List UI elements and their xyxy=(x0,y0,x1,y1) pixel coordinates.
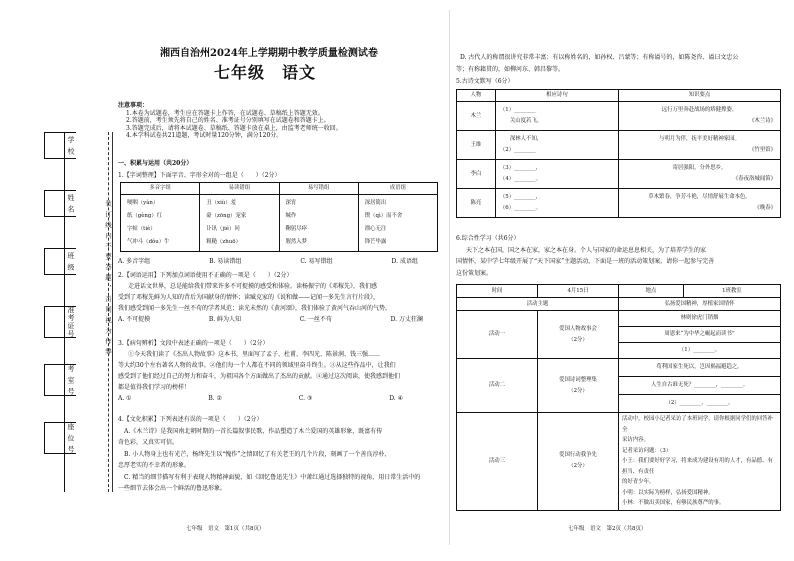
q1-cell xyxy=(279,195,358,252)
q5-poem[interactable] xyxy=(495,160,618,189)
notes-item: 1.本卷为试题卷，考生应在答题卡上作答，在试题卷、草稿纸上答题无效。 xyxy=(126,109,324,117)
q5-poem-line: （6）________。 xyxy=(499,205,542,211)
q5-header: 知识要点 xyxy=(618,90,780,102)
q1-item: 深居简出 xyxy=(364,200,387,206)
option-a[interactable]: A. 多音字组 xyxy=(118,258,151,265)
option-a[interactable]: A. ① xyxy=(118,395,132,402)
place-label: 地点 xyxy=(619,285,684,298)
q1-item: 字帖（tiè） xyxy=(127,226,156,232)
q1-item: 漂心无注 xyxy=(364,226,387,232)
option-d[interactable]: D. 万丈狂澜 xyxy=(390,316,423,323)
q4-option-line: C. 精当的细节描写有利于表现人物精神面貌，如《回忆鲁迅先生》中萧红通过选择独特的视角，用日常生活中的 xyxy=(124,473,421,481)
q1-item: 腥然入梦 xyxy=(285,239,308,245)
act2-label: 活动二 xyxy=(457,359,538,413)
binding-strip xyxy=(38,132,102,492)
time-label: 时间 xyxy=(457,285,538,298)
q3-line: ①今天我们读了《杰出人物故事》这本书，里面写了孟子、杜甫、李四光、陈景润、钱三强…… xyxy=(128,351,381,358)
q1-cell xyxy=(121,195,200,252)
q5-table xyxy=(456,89,781,218)
act3-line: 采访内容。 xyxy=(622,437,649,443)
q5-header: 相应诗句 xyxy=(495,90,618,102)
q3 xyxy=(118,338,443,404)
option-d[interactable]: D. 成语组 xyxy=(391,258,418,265)
class-label: 班 级 xyxy=(67,252,75,272)
q1-header: 易读错组 xyxy=(200,183,279,195)
seal-note: 装 订 线 内 不 要 答 题 ， 否 则 视 为 作 弊 xyxy=(104,200,112,356)
q5-note-line: 草木繁春，争芳斗艳，尽情舒展生命本色。 xyxy=(648,194,751,200)
notes-item: 4.本学科试卷共21道题，考试时量120分钟，满分120分。 xyxy=(126,132,283,139)
q4-option-line: 奇色彩，又真实可信。 xyxy=(118,439,179,446)
act3-name: 爱国行动我争先 xyxy=(559,452,597,459)
room-number-label: 考 室 号 xyxy=(67,364,75,396)
option-b[interactable]: B. 易读错组 xyxy=(209,258,242,265)
q1-item: 鞠躬尽瘁 xyxy=(285,226,308,232)
q4 xyxy=(118,414,443,495)
exam-title: 湘西自治州2024年上学期期中教学质量检测试卷 xyxy=(160,48,378,59)
page-divider xyxy=(449,10,450,545)
q1-table xyxy=(120,182,438,252)
q1-item: 深宵 xyxy=(285,200,297,206)
q1-item: 丑（xiù）羞 xyxy=(206,200,237,206)
q5-poem[interactable] xyxy=(495,189,618,218)
section1-heading: 一、积累与运用（共20分） xyxy=(118,160,193,167)
option-a[interactable]: A. 不可捉摸 xyxy=(118,316,151,323)
option-b[interactable]: B. 鲜为人知 xyxy=(208,316,242,323)
footer-right: 七年级 语文 第2页（共8页） xyxy=(568,526,647,532)
q1-header: 成语组 xyxy=(358,183,437,195)
q5-person: 李白 xyxy=(457,160,496,189)
q1-item: 锋芒毕露 xyxy=(364,239,387,245)
q3-line: 感受到了他们经过自己的努力和奋斗，为祖国各个方面做出了杰出的贡献。④通过这次阅读，使我感到他们 xyxy=(118,373,401,380)
act2-name-cell xyxy=(538,359,619,413)
q4-option-line: B. 小人物身上也有光芒，杨绛先生以“愧作”之情回忆了有关老王的几个片段，刻画了一个善良淳朴、 xyxy=(124,450,391,458)
q1-item: 气冲斗（dǒu）牛 xyxy=(127,239,170,245)
option-c[interactable]: C. 一丝不苟 xyxy=(299,316,332,323)
act3-score: （2分） xyxy=(568,463,588,470)
q5-stem: 5.古诗文默写（6分） xyxy=(456,78,514,85)
act3-line: 活动中，校园小记者采访了本班同学，请你根据同学们的回答补全 xyxy=(622,416,773,433)
q6-stem: 6.综合性学习（共6分） xyxy=(456,235,520,242)
option-b[interactable]: B. ② xyxy=(208,395,222,402)
q1-item: 豪（zōng）宠家 xyxy=(206,213,247,219)
option-c[interactable]: C. ③ xyxy=(298,395,313,402)
q5-note-line: 寄居强阳，分外思乡。 xyxy=(672,165,727,171)
q2-line: 我们感受到闻一多先生一丝不苟的学者风范；读光未然的《黄河颂》，我们体验了黄河气吞山河的气势。 xyxy=(118,305,392,312)
subject: 语文 xyxy=(282,63,317,82)
q5-note-line: 与明月为伴，抚平美好精神家园。 xyxy=(659,136,740,142)
q1-item: 缄作 xyxy=(285,213,297,219)
school-label: 学 校 xyxy=(67,136,75,156)
q4-option-line: D. 古代人的称谓很讲究非常丰富：有以称姓名的，如孙权、吕蒙等；有称谥号的，如陈尧咨、谥曰文忠公 xyxy=(460,54,739,61)
q5-poem-line: （2）________ xyxy=(499,147,536,153)
q5-person: 木兰 xyxy=(457,102,496,131)
q2-line: 受到了邓稼先鲜为人知的背后为国献身的情怀；读臧克家的《说和做——记闻一多先生言行片段》， xyxy=(118,294,380,301)
q5-note-line: 远行万里奔赴战场的矫健撑姿。 xyxy=(661,107,738,113)
q3-options xyxy=(118,393,443,404)
option-c[interactable]: C. 易写错组 xyxy=(300,258,333,265)
q5-person: 陈亮 xyxy=(457,189,496,218)
q4-option-line: A.《木兰诗》是我国南北朝时期的一首长篇叙事民歌，作品塑造了木兰爱国的英雄形象，既富有传 xyxy=(124,427,383,435)
q5-note-line: 《竹里馆》 xyxy=(749,147,776,153)
act3-label: 活动三 xyxy=(457,413,538,511)
q5-note xyxy=(618,189,780,218)
act1-score: （2分） xyxy=(568,336,588,343)
q2-stem: 2.【词语运用】下列加点词语使用不正确的一项是（ ）（2分） xyxy=(118,272,293,279)
act2-name: 爱国诗词整理集 xyxy=(559,376,597,383)
act1-name: 爱国人物故事会 xyxy=(559,325,597,332)
q4-stem: 4.【文化积累】下列表述有误的一项是（ ）（2分） xyxy=(118,416,263,423)
notes xyxy=(118,102,438,140)
q1-item: 讣讯（jié）问 xyxy=(206,226,240,232)
act3-line: 记者采访问题：（3） xyxy=(622,447,672,454)
q6-intro-block xyxy=(456,233,781,279)
theme-value: 弘扬爱国精神，厚植家国情怀 xyxy=(619,298,781,311)
q4-option-line: 忠厚老实的不幸者的形象。 xyxy=(118,462,191,469)
q5-note-line: 《春夜洛城闻笛》 xyxy=(732,176,776,182)
strip-border xyxy=(64,132,65,492)
q5-note xyxy=(618,131,780,160)
act3-line: 小王：我们要好好学习，将来成为建设有用的人才，有品德、有担当、有责任 xyxy=(622,458,773,475)
q3-stem: 3.【病句辨析】文段中表述正确的一项是（ ）（2分） xyxy=(118,340,269,347)
act2-line: 人生自古谁无死？________，________。 xyxy=(619,377,781,395)
name-label: 姓 名 xyxy=(67,194,75,214)
q4-option-line: 等；有称籍贯的，如柳河东、韩昌黎等。 xyxy=(456,65,565,73)
grade: 七年级 xyxy=(214,63,266,82)
exam-grade-subject xyxy=(214,60,316,83)
q4-continued xyxy=(456,52,781,75)
q2-line: 走进话文世界，总是能给我们带来许多不可捉摸的感受和体验。读杨振宁的《邓稼先》，我们感 xyxy=(128,283,378,290)
q1-stem: 1.【字词整理】下面字音、字形全对的一组是（ ）（2分） xyxy=(118,172,281,179)
act1-answer[interactable]: （1）________。 xyxy=(619,343,781,359)
option-d[interactable]: D. ④ xyxy=(389,395,403,402)
q3-line: 等大约30个左右著名人物的故事。②他们每一个人都在不同的领域里奋斗终生。③从这些作品中，让我们 xyxy=(118,362,396,369)
q5-note-line: 《晚春》 xyxy=(754,205,776,211)
q1-cell xyxy=(358,195,437,252)
q6-intro-line: 国情怀，某中学七年级开展了“天下国家”主题活动，下面是一班的活动策划案，请你一起参与完善 xyxy=(456,258,715,265)
q5-person: 王维 xyxy=(457,131,496,160)
seat-number-label: 座 位 号 xyxy=(67,422,75,454)
q1-item: 纸（gèng）红 xyxy=(127,213,163,219)
footer-left: 七年级 语文 第1页（共8页） xyxy=(186,526,265,532)
q5-poem-line: （1）________ xyxy=(499,107,536,113)
q1-options xyxy=(118,258,438,266)
q1-item: 哽咽（yàn） xyxy=(127,200,159,206)
q3-line: 都是值得我们学习的榜样！ xyxy=(118,384,191,391)
q6-intro-line: 天下之本在国，国之本在家，家之本在身。个人与国家的命运息息相关，为了培养学生的家 xyxy=(466,246,707,254)
act3-name-cell xyxy=(538,413,619,511)
theme-label: 活动主题 xyxy=(457,298,619,311)
q5-poem-line: （3）________， xyxy=(499,165,542,171)
act1-line: 林则徐虎门销烟 xyxy=(619,311,781,327)
act1-name-cell xyxy=(538,311,619,359)
place-value: 1班教室 xyxy=(683,285,780,298)
notes-item: 2.答题前，考生须先将自己的姓名、准考证号分别填写在试题卷和答题卡上。 xyxy=(126,117,330,124)
q2-options xyxy=(118,314,443,325)
q1-cell xyxy=(200,195,279,252)
exam-number-label: 准考证号 xyxy=(67,306,75,338)
notes-item: 3.答题完成后，请将本试题卷、草稿纸、答题卡放在桌上，由监考老师统一收回。 xyxy=(126,124,342,132)
time-value: 4月15日 xyxy=(538,285,619,298)
q5-poem-line: （4）________。 xyxy=(499,176,542,182)
act3-line: 小明：以实际为榜样，弘扬爱国精神。 xyxy=(622,489,714,496)
q5-poem[interactable] xyxy=(495,131,618,160)
q5-poem-line: 关山度若飞。 xyxy=(509,118,543,124)
act3-line: 的好青少年。 xyxy=(622,479,655,485)
q1-item: 锲（qì）而不舍 xyxy=(364,213,403,219)
q6-intro-line: 这份策划案。 xyxy=(456,269,493,277)
q1-item: 粗糙（zhuō） xyxy=(206,239,241,245)
q5-poem-line: 深林人不知， xyxy=(509,136,543,142)
notes-heading: 注意事项： xyxy=(118,102,149,109)
act2-answer[interactable]: （2）________，________。 xyxy=(619,395,781,413)
q5-poem-line: （5）________， xyxy=(499,194,542,200)
act2-line: 苟利国家生死以，岂因祸福避趋之。 xyxy=(619,359,781,377)
q5-note-line: 《木兰诗》 xyxy=(749,118,776,124)
q1-header: 易写错组 xyxy=(279,183,358,195)
act2-score: （2分） xyxy=(568,387,588,394)
q5-poem[interactable] xyxy=(495,102,618,131)
act1-line: 周恩来“为中华之崛起而读书” xyxy=(619,327,781,343)
q5-header: 人物 xyxy=(457,90,496,102)
act1-label: 活动一 xyxy=(457,311,538,359)
act3-line: 小林：不做出卖国家，有够民族尊严的事。 xyxy=(622,500,725,506)
q2 xyxy=(118,270,443,325)
q1-header: 多音字组 xyxy=(121,183,200,195)
q4-option-line: 一些细节去体会出一个鲜活的鲁迅形象。 xyxy=(118,485,227,492)
act3-content[interactable] xyxy=(619,413,781,511)
q5-note xyxy=(618,160,780,189)
q6-plan-table xyxy=(456,284,781,511)
q5-note xyxy=(618,102,780,131)
